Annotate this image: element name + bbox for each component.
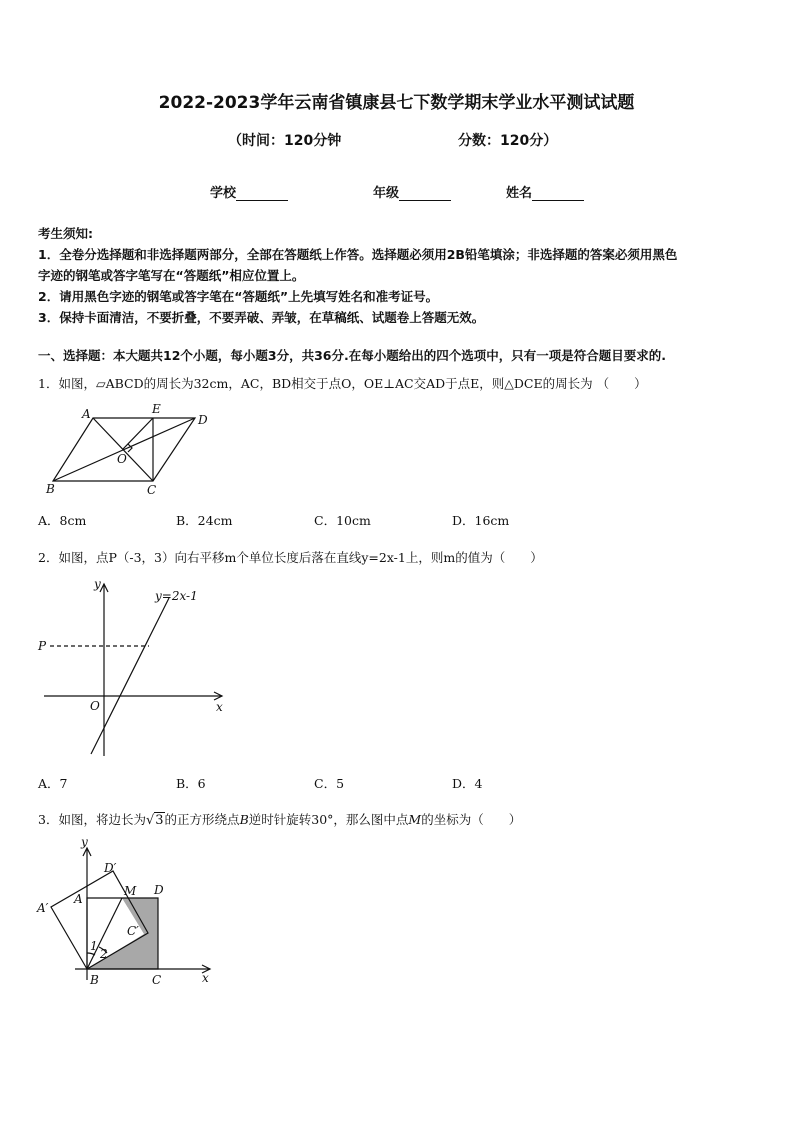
label-D-prime: D′ <box>104 861 117 875</box>
label-B: B <box>90 973 99 987</box>
q1-option-b[interactable]: B．24cm <box>176 513 233 528</box>
q1-option-a[interactable]: A．8cm <box>38 513 87 528</box>
sqrt-expression: √3 <box>145 813 164 828</box>
page-title: 2022-2023学年云南省镇康县七下数学期末学业水平测试试题 <box>158 93 635 113</box>
q2-option-a[interactable]: A．7 <box>38 776 68 791</box>
notice-line-3: 3．保持卡面清洁，不要折叠，不要弄破、弄皱，在草稿纸、试题卷上答题无效。 <box>38 310 485 325</box>
label-y: y <box>94 577 101 591</box>
label-x: x <box>202 971 209 985</box>
question-2-stem: 2．如图，点P（-3，3）向右平移m个单位长度后落在直线y=2x-1上，则m的值为（ ） <box>38 550 543 565</box>
label-O: O <box>90 699 100 713</box>
q2-option-d[interactable]: D．4 <box>452 776 483 791</box>
label-P: P <box>38 639 47 653</box>
coordinate-line-figure <box>30 578 230 763</box>
question-1-stem: 1．如图，▱ABCD的周长为32cm，AC，BD相交于点O，OE⊥AC交AD于点E，则△DCE的周长为 （ ） <box>38 376 647 391</box>
label-O: O <box>117 452 127 466</box>
label-E: E <box>152 402 161 416</box>
notice-line-1a: 1．全卷分选择题和非选择题两部分，全部在答题纸上作答。选择题必须用2B铅笔填涂；非选择题的答案必须用黑色 <box>38 247 678 262</box>
parallelogram-figure <box>40 402 220 500</box>
grade-field: 年级 <box>373 182 451 201</box>
exam-time: （时间：120分钟 <box>228 133 342 149</box>
name-field: 姓名 <box>506 182 584 201</box>
notice-line-1b: 字迹的钢笔或答字笔写在“答题纸”相应位置上。 <box>38 268 305 283</box>
school-field: 学校 <box>210 182 288 201</box>
label-D: D <box>198 413 208 427</box>
label-C: C <box>152 973 162 987</box>
label-angle-1: 1 <box>90 939 98 953</box>
label-A: A <box>82 407 91 421</box>
label-line-equation: y=2x-1 <box>155 589 198 603</box>
q1-option-d[interactable]: D．16cm <box>452 513 510 528</box>
label-M: M <box>124 884 137 898</box>
label-C-prime: C′ <box>127 924 139 938</box>
exam-score: 分数：120分） <box>458 133 558 149</box>
label-x: x <box>216 700 223 714</box>
q2-option-b[interactable]: B．6 <box>176 776 206 791</box>
label-C: C <box>147 483 157 497</box>
notice-line-2: 2．请用黑色字迹的钢笔或答字笔在“答题纸”上先填写姓名和准考证号。 <box>38 289 439 304</box>
q2-option-c[interactable]: C．5 <box>314 776 345 791</box>
rotated-square-figure <box>30 835 220 990</box>
section-heading: 一、选择题：本大题共12个小题，每小题3分，共36分.在每小题给出的四个选项中，只有一项是符合题目要求的. <box>38 348 666 363</box>
label-D: D <box>154 883 164 897</box>
notice-heading: 考生须知: <box>38 226 93 241</box>
q1-option-c[interactable]: C．10cm <box>314 513 371 528</box>
label-A: A <box>74 892 83 906</box>
label-y: y <box>81 835 88 849</box>
label-A-prime: A′ <box>37 901 49 915</box>
question-3-stem: 3．如图，将边长为√3的正方形绕点B逆时针旋转30°，那么图中点M的坐标为（ ） <box>38 812 522 828</box>
label-angle-2: 2 <box>100 947 108 961</box>
label-B: B <box>46 482 55 496</box>
